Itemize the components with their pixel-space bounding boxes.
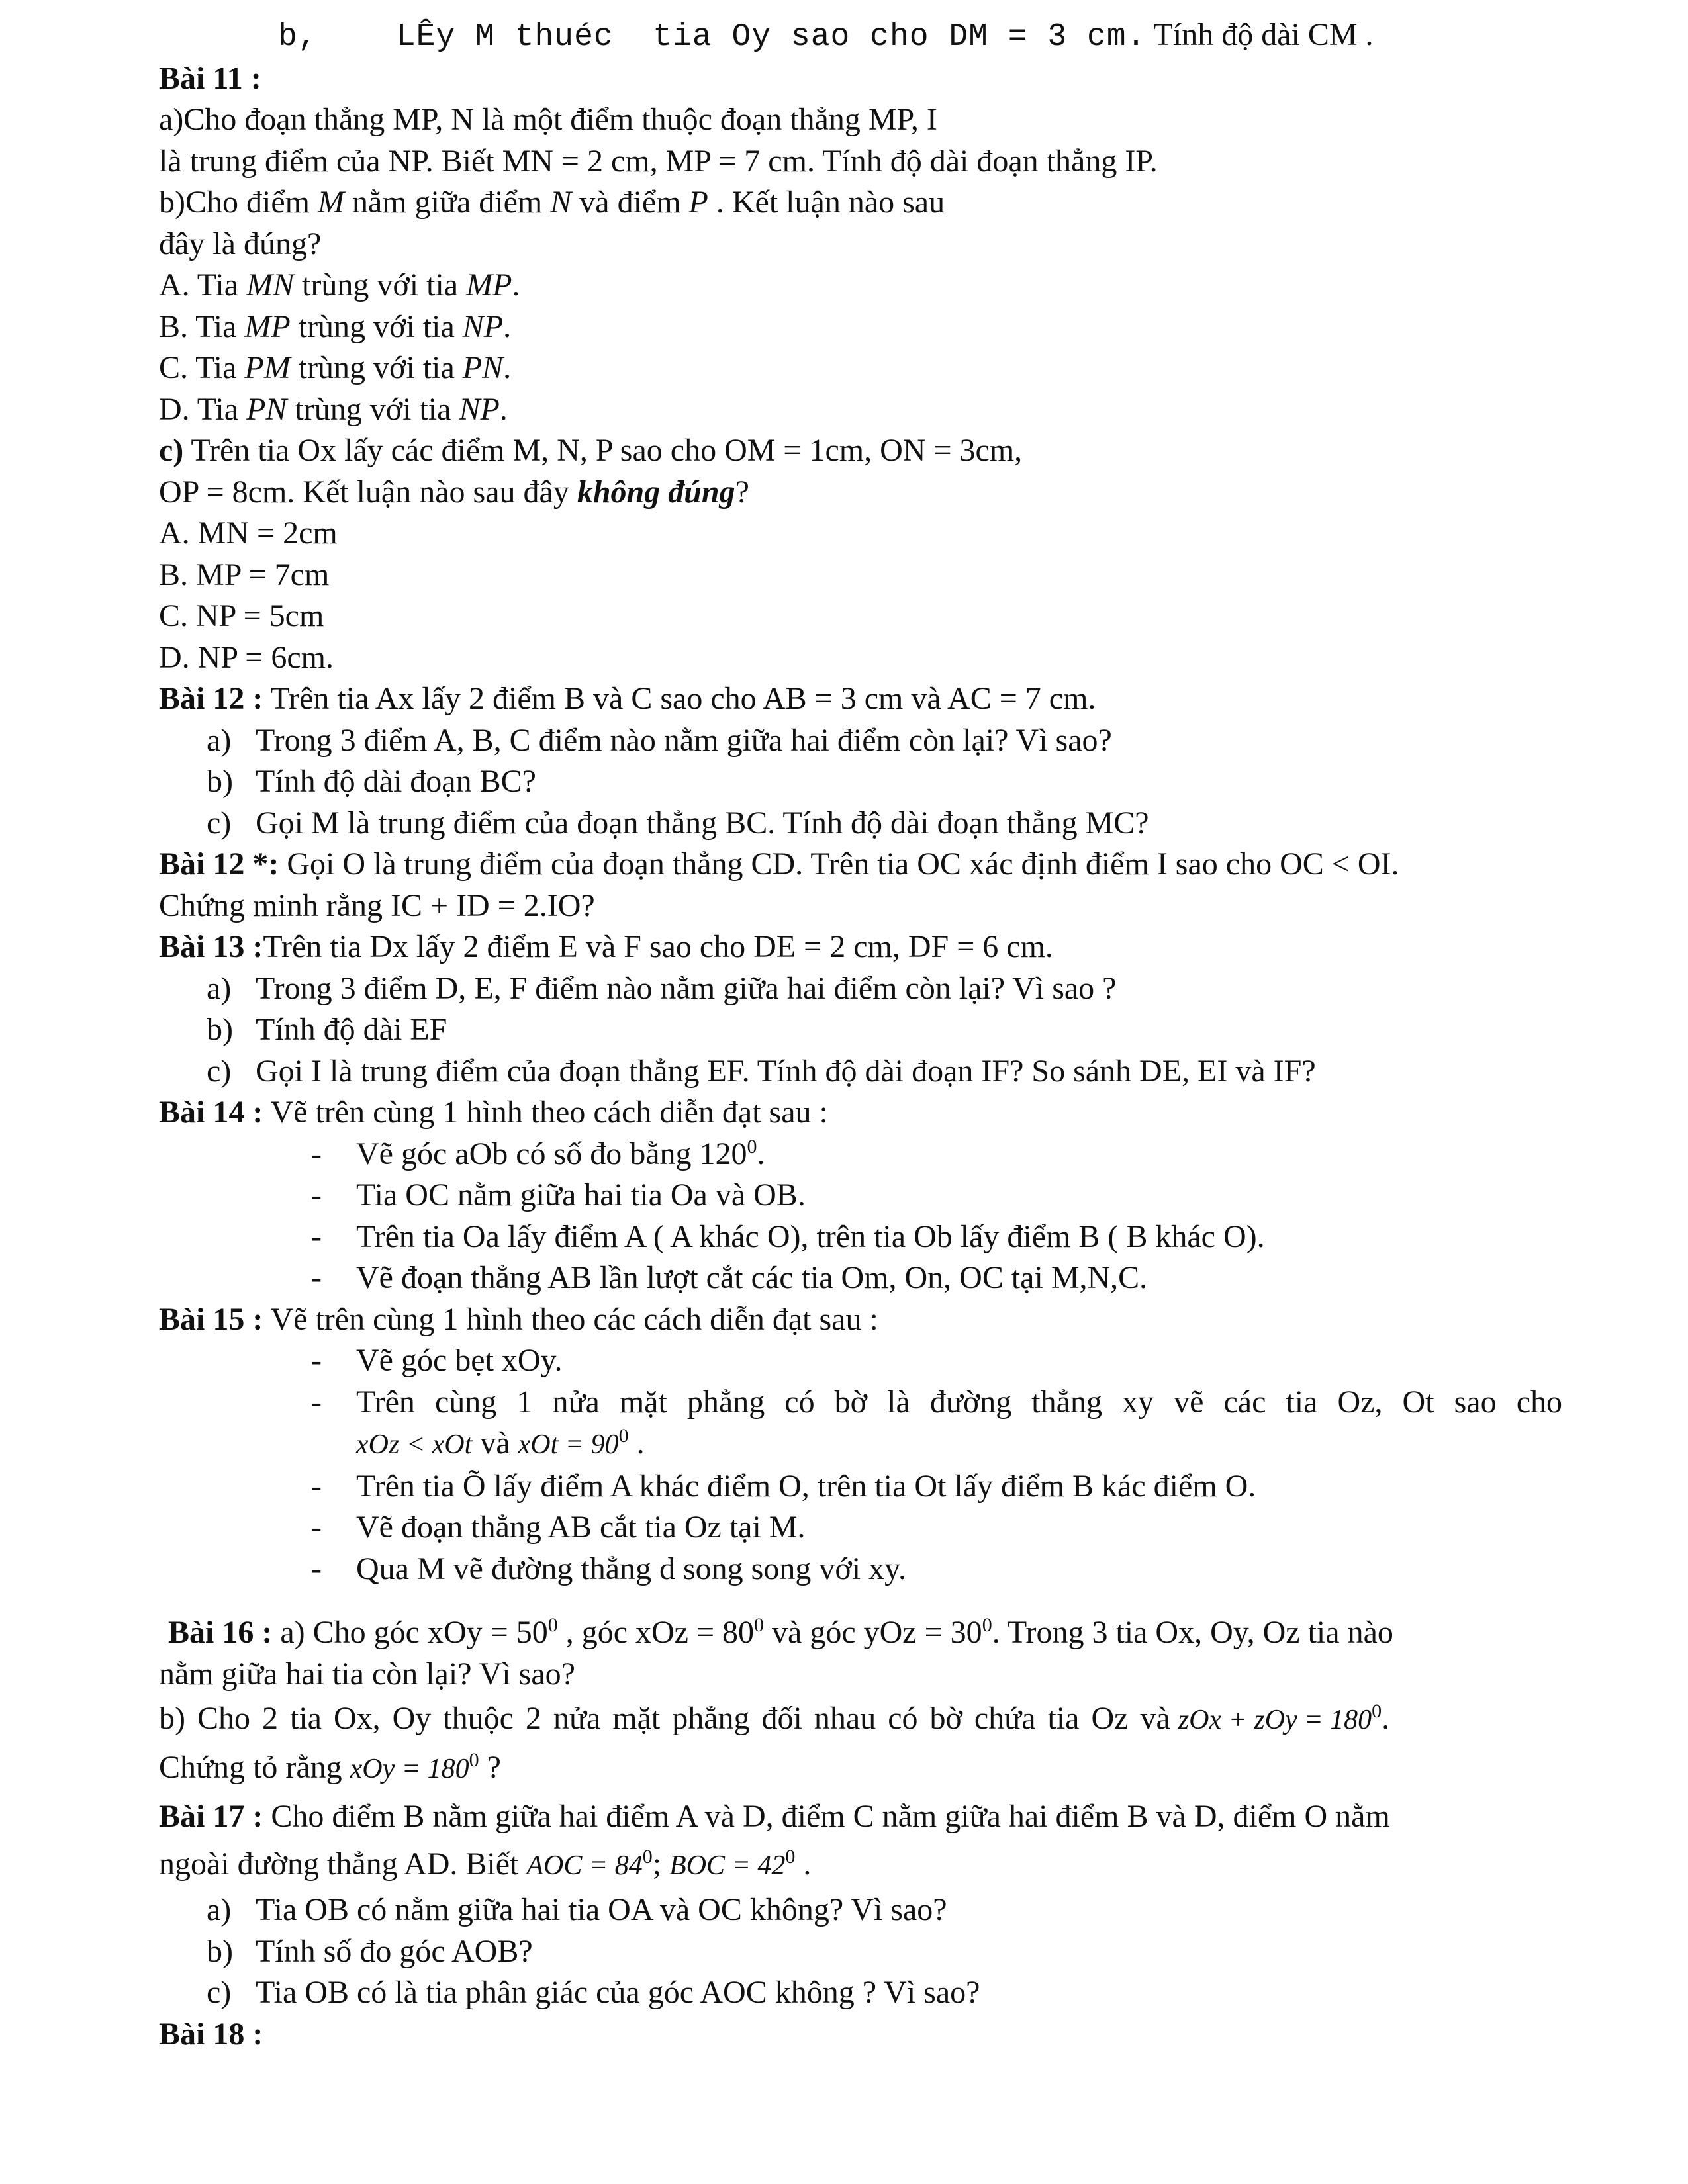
bai16-a-m2: và góc yOz = 30 <box>764 1615 982 1650</box>
bai11-title: Bài 11 : <box>159 60 261 96</box>
list-item <box>159 803 1562 844</box>
opt-d-pre: D. Tia <box>159 391 247 427</box>
bai15-d4: Vẽ đoạn thẳng AB cắt tia Oz tại M. <box>356 1510 806 1545</box>
opt-b-pre: B. Tia <box>159 308 245 344</box>
bai11-c1 <box>159 430 1562 472</box>
bai17-text1: Cho điểm B nằm giữa hai điểm A và D, điểm C nằm giữa hai điểm B và D, điểm O nằm <box>263 1799 1390 1834</box>
dash-item <box>159 1549 1562 1590</box>
bai14-d1-post: . <box>757 1136 765 1171</box>
bai11-a1: a)Cho đoạn thẳng MP, N là một điểm thuộc đoạn thẳng MP, I <box>159 102 937 137</box>
math-aoc: AOC = 84 <box>526 1850 643 1881</box>
opt-a-ray2: MP <box>466 267 512 302</box>
list-item <box>159 720 1562 762</box>
bai13-text: Trên tia Dx lấy 2 điểm E và F sao cho DE = 2 cm, DF = 6 cm. <box>263 929 1053 964</box>
list-item-text: Tính độ dài EF <box>256 1012 447 1047</box>
degree-sup: 0 <box>469 1749 479 1771</box>
bai11-c-opt-c: C. NP = 5cm <box>159 598 324 633</box>
bai12s-title: Bài 12 *: <box>159 846 279 882</box>
opt-b-ray1: MP <box>244 308 291 344</box>
opt-d-ray1: PN <box>246 391 287 427</box>
math-xoz-lt-xot: xOz < xOt <box>356 1430 473 1460</box>
bai13-title: Bài 13 : <box>159 929 263 964</box>
opt-a-ray1: MN <box>246 267 295 302</box>
opt-b-mid: trùng với tia <box>290 308 463 344</box>
bai15-head <box>159 1299 1562 1341</box>
bai11-opt-d <box>159 389 1562 431</box>
bai14-title: Bài 14 : <box>159 1095 263 1130</box>
bai15-d2-cont <box>159 1423 1562 1466</box>
bai15-d2b-post: . <box>628 1426 645 1461</box>
list-item-marker: b) <box>207 1933 233 1969</box>
list-item-text: Trong 3 điểm A, B, C điểm nào nằm giữa hai điểm còn lại? Vì sao? <box>256 722 1112 758</box>
math-zox-zoy: zOx + zOy = 180 <box>1178 1705 1372 1735</box>
line-top <box>159 15 1562 58</box>
bai16-b1-post: . <box>1382 1701 1390 1736</box>
bai11-b1-m: M <box>317 185 344 220</box>
bai17-sep: ; <box>652 1846 670 1882</box>
bai11-b1-p: P <box>688 185 708 220</box>
degree-sup: 0 <box>642 1846 653 1868</box>
list-item <box>159 761 1562 803</box>
bai11-c-opt-d: D. NP = 6cm. <box>159 639 334 675</box>
list-item-marker: b) <box>207 1012 233 1047</box>
list-item-text: Tia OB có nằm giữa hai tia OA và OC không? Vì sao? <box>256 1892 947 1927</box>
degree-sup: 0 <box>547 1614 558 1636</box>
math-xot-eq: xOt = 90 <box>518 1430 619 1460</box>
bai14-d4: Vẽ đoạn thẳng AB lần lượt cắt các tia Om, On, OC tại M,N,C. <box>356 1260 1148 1295</box>
bai12s-text2: Chứng minh rằng IC + ID = 2.IO? <box>159 887 595 923</box>
bai11-b1-mid2: và điểm <box>571 185 689 220</box>
bai11-c2-post: ? <box>735 474 749 510</box>
degree-sup: 0 <box>982 1614 992 1636</box>
bai16-a-post: . Trong 3 tia Ox, Oy, Oz tia nào <box>992 1615 1393 1650</box>
bai17-title: Bài 17 : <box>159 1799 263 1834</box>
bai12-text: Trên tia Ax lấy 2 điểm B và C sao cho AB = 3 cm và AC = 7 cm. <box>263 681 1096 716</box>
bai11-c-opt-a: A. MN = 2cm <box>159 516 338 551</box>
list-item <box>159 1889 1562 1931</box>
degree-sup: 0 <box>618 1425 629 1447</box>
bai11-opt-c <box>159 347 1562 389</box>
bai16-b2-pre: Chứng tỏ rằng <box>159 1750 350 1785</box>
bai14-text: Vẽ trên cùng 1 hình theo cách diễn đạt sau : <box>263 1095 828 1130</box>
list-item-text: Tính độ dài đoạn BC? <box>256 764 536 799</box>
bai15-title: Bài 15 : <box>159 1301 263 1337</box>
bai11-c2-pre: OP = 8cm. Kết luận nào sau đây <box>159 474 577 510</box>
bai14-d1-pre: Vẽ góc aOb có số đo bằng 120 <box>356 1136 747 1171</box>
opt-c-post: . <box>503 350 512 385</box>
opt-a-mid: trùng với tia <box>294 267 467 302</box>
list-item-marker: a) <box>207 1892 232 1927</box>
opt-d-mid: trùng với tia <box>287 391 459 427</box>
line-top-mono: b, LÊy M thuéc tia Oy sao cho DM = 3 cm. <box>278 19 1147 55</box>
opt-c-pre: C. Tia <box>159 350 245 385</box>
bai11-c1-text: Trên tia Ox lấy các điểm M, N, P sao cho OM = 1cm, ON = 3cm, <box>183 433 1023 468</box>
dash-item <box>159 1134 1562 1175</box>
line-top-serif: Tính độ dài CM . <box>1146 17 1374 52</box>
bai15-d2b-mid: và <box>472 1426 518 1461</box>
list-item-marker: a) <box>207 970 232 1006</box>
opt-c-ray1: PM <box>244 350 291 385</box>
math-xoy: xOy = 180 <box>350 1754 469 1784</box>
bai11-b1-post: . Kết luận nào sau <box>708 185 945 220</box>
math-boc: BOC = 42 <box>669 1850 786 1881</box>
bai18-title: Bài 18 : <box>159 2016 263 2052</box>
dash-item <box>159 1175 1562 1216</box>
bai14-d2: Tia OC nằm giữa hai tia Oa và OB. <box>356 1177 806 1212</box>
bai14-head <box>159 1092 1562 1134</box>
bai11-b1-n: N <box>550 185 572 220</box>
bai15-text: Vẽ trên cùng 1 hình theo các cách diễn đạt sau : <box>263 1301 878 1337</box>
opt-d-ray2: NP <box>459 391 500 427</box>
degree-sup: 0 <box>785 1846 796 1868</box>
bai16-a2: nằm giữa hai tia còn lại? Vì sao? <box>159 1656 575 1692</box>
dash-item <box>159 1216 1562 1258</box>
list-item <box>159 1972 1562 2014</box>
bai11-c-label: c) <box>159 433 184 468</box>
bai11-b1-pre: b)Cho điểm <box>159 185 318 220</box>
list-item-text: Tính số đo góc AOB? <box>256 1933 533 1969</box>
list-item <box>159 1931 1562 1973</box>
bai11-b2: đây là đúng? <box>159 226 322 261</box>
list-item-marker: a) <box>207 722 232 758</box>
dash-item <box>159 1340 1562 1382</box>
bai11-b1-mid: nằm giữa điểm <box>344 185 551 220</box>
list-item <box>159 1051 1562 1093</box>
bai11-c2 <box>159 472 1562 514</box>
opt-b-ray2: NP <box>462 308 504 344</box>
bai17-head <box>159 1793 1562 1841</box>
bai16-a <box>159 1612 1562 1654</box>
bai12-title: Bài 12 : <box>159 681 263 716</box>
bai16-a-pre: a) Cho góc xOy = 50 <box>272 1615 548 1650</box>
opt-b-post: . <box>503 308 512 344</box>
opt-a-post: . <box>512 267 520 302</box>
dash-item <box>159 1466 1562 1508</box>
bai12s-head <box>159 844 1562 886</box>
bai16-b2-post: ? <box>479 1750 501 1785</box>
list-item-text: Tia OB có là tia phân giác của góc AOC không ? Vì sao? <box>256 1975 980 2010</box>
opt-c-ray2: PN <box>462 350 504 385</box>
list-item-marker: c) <box>207 1053 232 1089</box>
dash-item <box>159 1257 1562 1299</box>
list-item-text: Gọi I là trung điểm của đoạn thẳng EF. Tính độ dài đoạn IF? So sánh DE, EI và IF? <box>256 1053 1316 1089</box>
bai12s-text1: Gọi O là trung điểm của đoạn thẳng CD. Trên tia OC xác định điểm I sao cho OC < OI. <box>279 846 1399 882</box>
bai16-b1 <box>159 1695 1562 1744</box>
document-page <box>159 15 1562 2055</box>
bai11-a2: là trung điểm của NP. Biết MN = 2 cm, MP = 7 cm. Tính độ dài đoạn thẳng IP. <box>159 143 1158 179</box>
list-item <box>159 968 1562 1010</box>
bai11-c2-emph: không đúng <box>577 474 735 510</box>
bai13-head <box>159 927 1562 968</box>
bai16-b1-pre: b) Cho 2 tia Ox, Oy thuộc 2 nửa mặt phẳng đối nhau có bờ chứa tia Oz và <box>159 1701 1170 1736</box>
bai15-d1: Vẽ góc bẹt xOy. <box>356 1343 563 1378</box>
degree-sup: 0 <box>754 1614 765 1636</box>
list-item-marker: c) <box>207 805 232 841</box>
bai15-d5: Qua M vẽ đường thẳng d song song với xy. <box>356 1551 906 1586</box>
opt-c-mid: trùng với tia <box>290 350 463 385</box>
bai14-d3: Trên tia Oa lấy điểm A ( A khác O), trên tia Ob lấy điểm B ( B khác O). <box>356 1218 1265 1254</box>
bai16-b2 <box>159 1744 1562 1793</box>
dash-item: - Trên cùng 1 nửa mặt phẳng có bờ là đường thẳng xy vẽ các tia Oz, Ot sao cho <box>159 1382 1562 1424</box>
spacer <box>159 1590 1562 1612</box>
bai11-c-opt-b: B. MP = 7cm <box>159 557 330 592</box>
opt-d-post: . <box>499 391 508 427</box>
dash-item <box>159 1507 1562 1549</box>
list-item-marker: c) <box>207 1975 232 2010</box>
list-item <box>159 1009 1562 1051</box>
bai11-b1 <box>159 182 1562 224</box>
bai16-a-m1: , góc xOz = 80 <box>557 1615 755 1650</box>
bai15-d3: Trên tia Õ lấy điểm A khác điểm O, trên tia Ot lấy điểm B kác điểm O. <box>356 1468 1256 1504</box>
bai12-head <box>159 678 1562 720</box>
opt-a-pre: A. Tia <box>159 267 247 302</box>
bai16-title: Bài 16 : <box>168 1615 273 1650</box>
list-item-text: Gọi M là trung điểm của đoạn thẳng BC. Tính độ dài đoạn thẳng MC? <box>256 805 1149 841</box>
degree-sup: 0 <box>1372 1700 1382 1722</box>
bai17-text2-post: . <box>795 1846 812 1882</box>
degree-sup: 0 <box>747 1135 757 1158</box>
list-item-text: Trong 3 điểm D, E, F điểm nào nằm giữa hai điểm còn lại? Vì sao ? <box>256 970 1117 1006</box>
bai17-text2 <box>159 1841 1562 1889</box>
list-item-marker: b) <box>207 764 233 799</box>
bai17-text2-pre: ngoài đường thẳng AD. Biết <box>159 1846 527 1882</box>
bai11-opt-b <box>159 306 1562 348</box>
bai11-opt-a <box>159 265 1562 306</box>
